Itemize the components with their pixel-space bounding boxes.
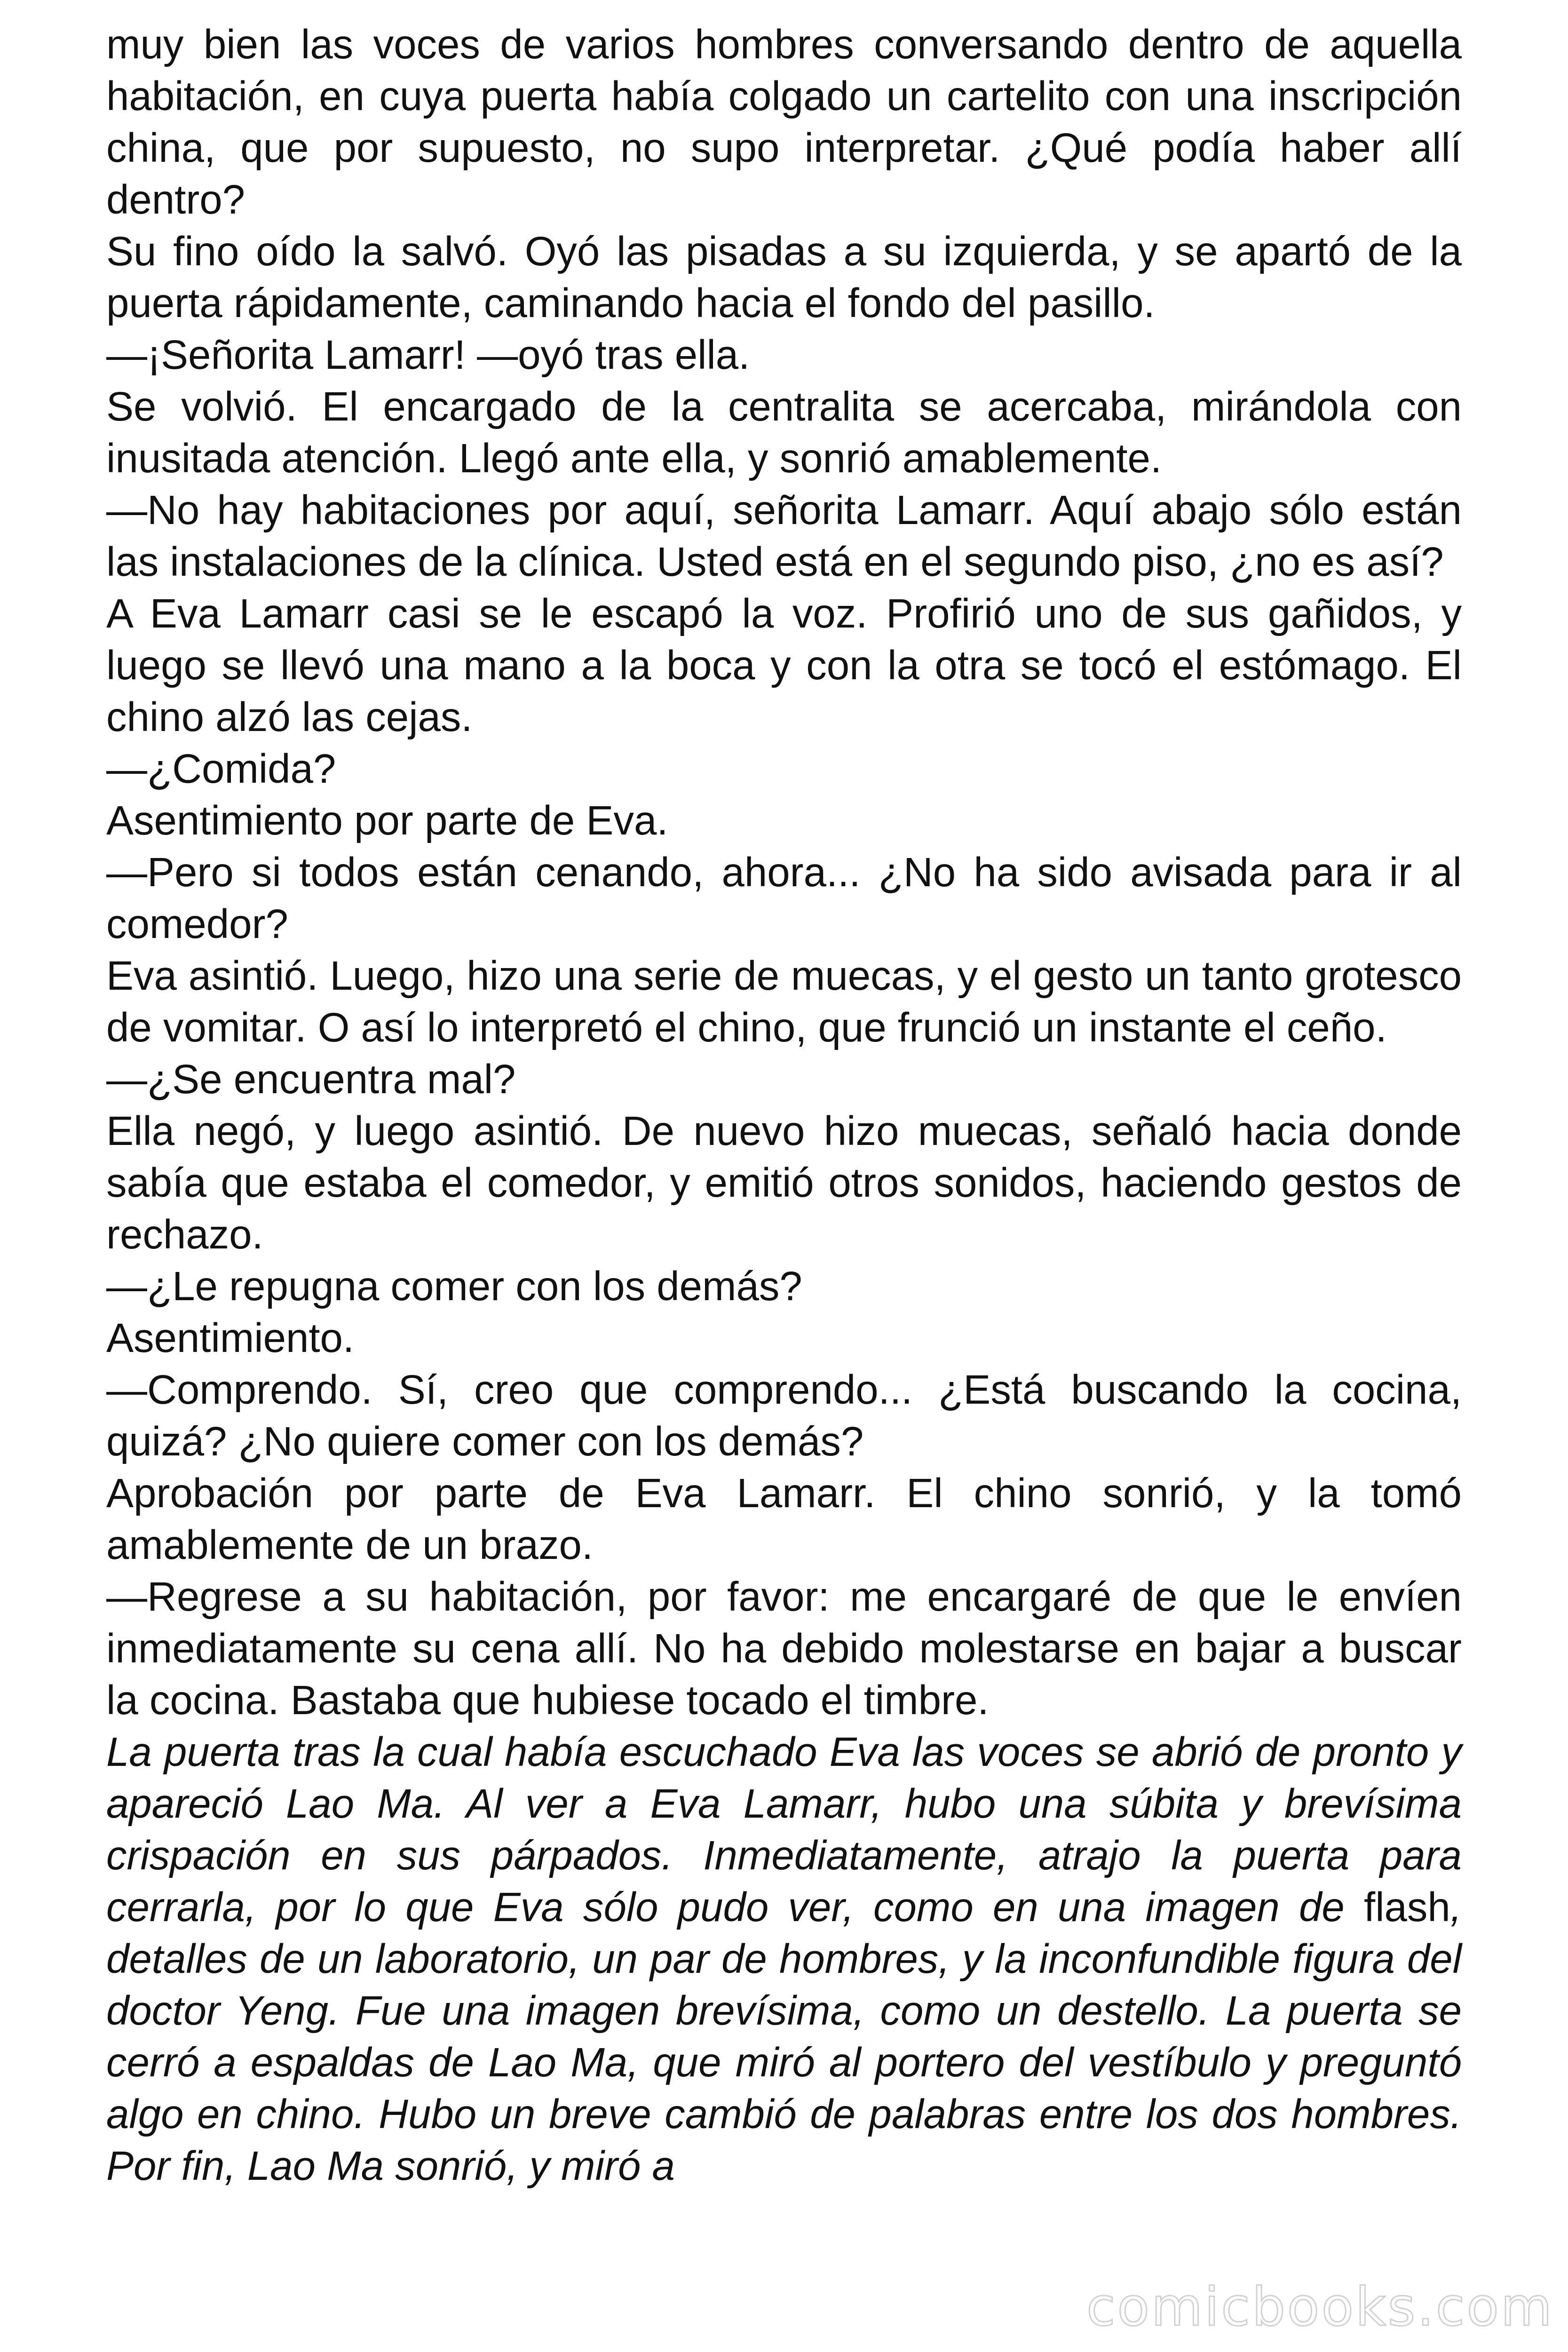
paragraph-6: A Eva Lamarr casi se le escapó la voz. Profirió uno de sus gañidos, y luego se llevó una mano a la boca y con la otra se tocó el estómago. El chino alzó las cejas. (106, 591, 1462, 740)
paragraph-17: —Regrese a su habitación, por favor: me encargaré de que le envíen inmediatamente su cena allí. No ha debido molestarse en bajar a buscar la cocina. Bastaba que hubiese tocado el timbre. (106, 1574, 1462, 1723)
paragraph-4: Se volvió. El encargado de la centralita se acercaba, mirándola con inusitada atención. Llegó ante ella, y sonrió amablemente. (106, 384, 1462, 481)
paragraph-13: —¿Le repugna comer con los demás? (106, 1263, 802, 1309)
paragraph-12: Ella negó, y luego asintió. De nuevo hizo muecas, señaló hacia donde sabía que estaba el comedor, y emitió otros sonidos, haciendo gestos de rechazo. (106, 1108, 1462, 1257)
upright-word: flash (1364, 1884, 1450, 1930)
book-page (106, 19, 1462, 2338)
paragraph-16: Aprobación por parte de Eva Lamarr. El chino sonrió, y la tomó amablemente de un brazo. (106, 1470, 1462, 1568)
paragraph-8: Asentimiento por parte de Eva. (106, 798, 668, 843)
paragraph-9: —Pero si todos están cenando, ahora... ¿No ha sido avisada para ir al comedor? (106, 850, 1462, 947)
paragraph-7: —¿Comida? (106, 746, 336, 792)
italic-paragraph-part-b: , detalles de un laboratorio, un par de hombres, y la inconfundible figura del doctor Yeng. Fue una imagen brevísima, como un destello. La puerta se cerró a espaldas de Lao Ma, que miró al portero del vestíbulo y preguntó algo en chino. Hubo un breve cambió de palabras entre los dos hombres. Por fin, Lao Ma sonrió, y miró a (106, 1884, 1462, 2189)
paragraph-11: —¿Se encuentra mal? (106, 1057, 516, 1102)
paragraph-14: Asentimiento. (106, 1315, 355, 1361)
paragraph-15: —Comprendo. Sí, creo que comprendo... ¿Está buscando la cocina, quizá? ¿No quiere comer con los demás? (106, 1367, 1462, 1464)
italic-paragraph (106, 1726, 1462, 2192)
italic-paragraph-part-a: La puerta tras la cual había escuchado Eva las voces se abrió de pronto y apareció Lao Ma. Al ver a Eva Lamarr, hubo una súbita y brevísima crispación en sus párpados. Inmediatamente, atrajo la puerta para cerrarla, por lo que Eva sólo pudo ver, como en una imagen de (106, 1729, 1462, 1930)
paragraph-1: muy bien las voces de varios hombres conversando dentro de aquella habitación, en cuya puerta había colgado un cartelito con una inscripción china, que por supuesto, no supo interpretar. ¿Qué podía haber allí dentro? (106, 22, 1462, 222)
paragraph-3: —¡Señorita Lamarr! —oyó tras ella. (106, 332, 750, 378)
paragraph-10: Eva asintió. Luego, hizo una serie de muecas, y el gesto un tanto grotesco de vomitar. O así lo interpretó el chino, que frunció un instante el ceño. (106, 953, 1462, 1050)
watermark-logo: comicbooks.com (1086, 2277, 1554, 2338)
paragraph-2: Su fino oído la salvó. Oyó las pisadas a su izquierda, y se apartó de la puerta rápidamente, caminando hacia el fondo del pasillo. (106, 229, 1462, 326)
paragraph-5: —No hay habitaciones por aquí, señorita Lamarr. Aquí abajo sólo están las instalaciones de la clínica. Usted está en el segundo piso, ¿no es así? (106, 487, 1462, 585)
